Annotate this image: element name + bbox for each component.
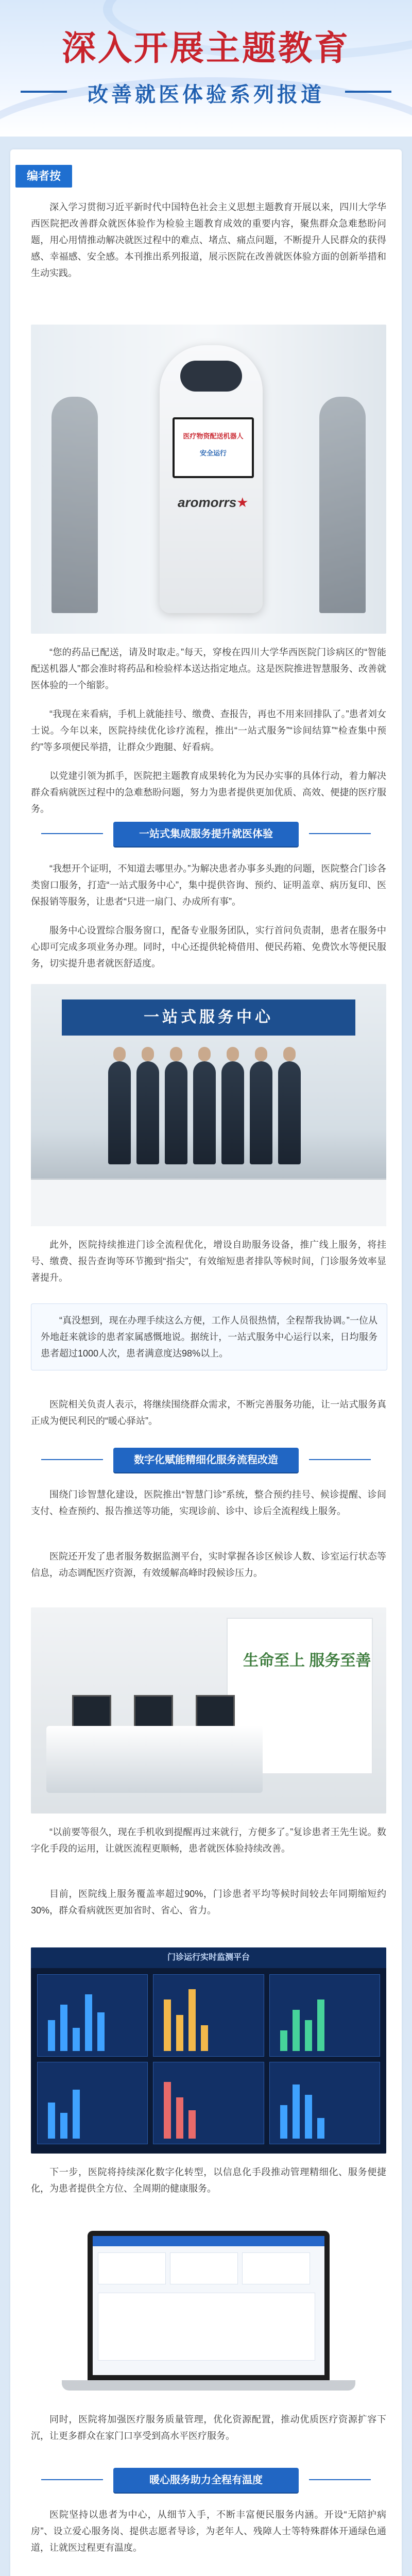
bar (85, 1994, 92, 2051)
bar (164, 1999, 171, 2051)
paragraph-13: 同时，医院将加强医疗服务质量管理，优化资源配置，推动优质医疗资源扩容下沉，让更多群众在家门口享受到高水平医疗服务。 (31, 2414, 386, 2441)
bar (280, 2105, 287, 2139)
staff-member (250, 1061, 272, 1164)
paragraph-10: “以前要等很久，现在手机收到提醒再过来就行，方便多了。”复诊患者王先生说。数字化手段的运用，让就医流程更顺畅，患者就医体验持续改善。 (31, 1827, 386, 1854)
bar (188, 2110, 196, 2139)
paragraph-3: 以党建引领为抓手，医院把主题教育成果转化为为民办实事的具体行动，着力解决群众看病就医过程中的急难愁盼问题，努力为患者提供更加优质、高效、便捷的医疗服务。 (31, 771, 386, 814)
bar (293, 2084, 300, 2139)
paragraph-2: “我现在来看病，手机上就能挂号、缴费、查报告，再也不用来回排队了。”患者刘女士说。今年以来，医院持续优化诊疗流程，推出“一站式服务”“诊间结算”“检查集中预约”等多项便民举措，让群众少跑腿、好看病。 (31, 709, 386, 752)
bar (97, 2012, 105, 2051)
bar (280, 2030, 287, 2051)
laptop-display (93, 2236, 324, 2375)
robot-logo-text: aromorrs (178, 495, 237, 510)
laptop-base (62, 2380, 355, 2391)
section-title-2: 数字化赋能精细化服务流程改造 (113, 1448, 299, 1472)
editor-note-tag: 编者按 (15, 165, 72, 188)
staff-member (221, 1061, 244, 1164)
bar (176, 2015, 183, 2051)
photo-figure (319, 397, 366, 613)
photo-laptop-platform (31, 2221, 386, 2401)
quote-box: “真没想到，现在办理手续这么方便，工作人员很热情，全程帮我协调。”一位从外地赶来就诊的患者家属感慨地说。据统计，一站式服务中心运行以来，日均服务患者超过1000人次，患者满意度达98%以上。 (31, 1303, 387, 1370)
paragraph-5: 服务中心设置综合服务窗口，配备专业服务团队，实行首问负责制，患者在服务中心即可完成多项业务办理。同时，中心还提供轮椅借用、便民药箱、免费饮水等便民服务，切实提升患者就医舒适度。 (31, 925, 386, 969)
dashboard-grid (37, 1974, 380, 2144)
paragraph-6: 此外，医院持续推进门诊全流程优化，增设自助服务设备，推广线上服务，将挂号、缴费、报告查询等环节搬到“指尖”，有效缩短患者排队等候时间，门诊服务效率显著提升。 (31, 1240, 386, 1283)
bar (305, 2020, 312, 2051)
paragraph-9: 医院还开发了患者服务数据监测平台，实时掌握各诊区候诊人数、诊室运行状态等信息，动态调配医疗资源，有效缓解高峰时段候诊压力。 (31, 1551, 386, 1578)
robot-screen-line2: 安全运行 (199, 449, 227, 457)
paragraph-12: 下一步，医院将持续深化数字化转型，以信息化手段推动管理精细化、服务便捷化，为患者提供全方位、全周期的健康服务。 (31, 2167, 386, 2194)
dashboard-title: 门诊运行实时监测平台 (31, 1947, 386, 1968)
service-center-sign: 一站式服务中心 (62, 999, 355, 1036)
bar (188, 1989, 196, 2051)
robot (160, 345, 263, 613)
monitor-icon (134, 1695, 173, 1729)
photo-smart-clinic-desk (31, 1607, 386, 1814)
dashboard-panel (269, 1974, 380, 2057)
intro-paragraph: 深入学习贯彻习近平新时代中国特色社会主义思想主题教育开展以来，四川大学华西医院把改善群众就医体验作为检验主题教育成效的重要内容，聚焦群众急难愁盼问题，用心用情推动解决就医过程中的难点、堵点、痛点问题，不断提升人民群众的获得感、幸福感、安全感。本刊推出系列报道，展示医院在改善就医体验方面的创新举措和生动实践。 (31, 202, 386, 278)
bar (201, 2025, 208, 2051)
bar (60, 2113, 67, 2139)
bar (176, 2097, 183, 2139)
staff-member (136, 1061, 159, 1164)
bar (48, 2103, 55, 2139)
banner-subtitle: 改善就医体验系列报道 (88, 82, 324, 107)
paragraph-1: “您的药品已配送，请及时取走。”每天，穿梭在四川大学华西医院门诊病区的“智能配送机器人”都会准时将药品和检验样本送达指定地点。这是医院推进智慧服务、改善就医体验的一个缩影。 (31, 647, 386, 690)
laptop-chart (98, 2293, 315, 2361)
bar (317, 2118, 324, 2139)
stat-card (98, 2252, 166, 2284)
bar (164, 2082, 171, 2139)
dashboard-panel (153, 1974, 264, 2057)
laptop-header-bar (93, 2236, 324, 2246)
bar (73, 2090, 80, 2139)
service-counter (31, 1178, 386, 1226)
paragraph-8: 围绕门诊智慧化建设，医院推出“智慧门诊”系统，整合预约挂号、候诊提醒、诊间支付、检查预约、报告推送等功能，实现诊前、诊中、诊后全流程线上服务。 (31, 1489, 386, 1516)
bar (293, 2010, 300, 2051)
dashboard-panel (37, 1974, 148, 2057)
staff-member (165, 1061, 187, 1164)
dashboard-panel (269, 2062, 380, 2144)
bar (48, 2020, 55, 2051)
photo-figure (52, 397, 98, 613)
paragraph-4: “我想开个证明，不知道去哪里办。”为解决患者办事多头跑的问题，医院整合门诊各类窗口服务，打造“一站式服务中心”，集中提供咨询、预约、证明盖章、病历复印、医保报销等服务，让患者“只进一扇门、办成所有事”。 (31, 863, 386, 907)
laptop-screen (88, 2231, 330, 2380)
robot-screen-line1: 医疗物资配送机器人 (183, 432, 244, 440)
paragraph-14: 医院坚持以患者为中心，从细节入手，不断丰富便民服务内涵。开设“无陪护病房”、设立爱心服务岗、提供志愿者导诊，为老年人、残障人士等特殊群体开通绿色通道，让就医过程更有温度。 (31, 2510, 386, 2553)
bar (60, 2005, 67, 2051)
paragraph-11: 目前，医院线上服务覆盖率超过90%，门诊患者平均等候时间较去年同期缩短约30%，群众看病就医更加省时、省心、省力。 (31, 1889, 386, 1916)
photo-service-center-team (31, 984, 386, 1226)
bar (73, 2028, 80, 2051)
monitor-icon (72, 1695, 111, 1729)
wall-slogan: 生命至上 服务至善 (243, 1652, 371, 1669)
robot-brand-logo (178, 495, 248, 511)
bar (305, 2095, 312, 2139)
staff-member (278, 1061, 301, 1164)
paragraph-7: 医院相关负责人表示，将继续围绕群众需求，不断完善服务功能，让一站式服务真正成为便民利民的“暖心驿站”。 (31, 1399, 386, 1426)
robot-head (180, 361, 242, 392)
photo-delivery-robot (31, 325, 386, 634)
robot-screen (173, 417, 254, 478)
section-title-3: 暖心服务助力全程有温度 (113, 2468, 299, 2493)
star-icon: ★ (236, 495, 249, 510)
stat-card (170, 2252, 238, 2284)
dashboard-panel (153, 2062, 264, 2144)
section-title-1: 一站式集成服务提升就医体验 (113, 822, 299, 846)
staff-member (193, 1061, 216, 1164)
reception-desk (46, 1726, 263, 1793)
bar (317, 1999, 324, 2051)
photo-monitoring-dashboard (31, 1947, 386, 2154)
banner-dash-right (345, 91, 391, 93)
article-card (10, 149, 402, 2576)
dashboard-panel (37, 2062, 148, 2144)
staff-member (108, 1061, 131, 1164)
header-banner (0, 0, 412, 137)
banner-title: 深入开展主题教育 (62, 28, 350, 68)
stat-card (242, 2252, 310, 2284)
monitor-icon (196, 1695, 235, 1729)
